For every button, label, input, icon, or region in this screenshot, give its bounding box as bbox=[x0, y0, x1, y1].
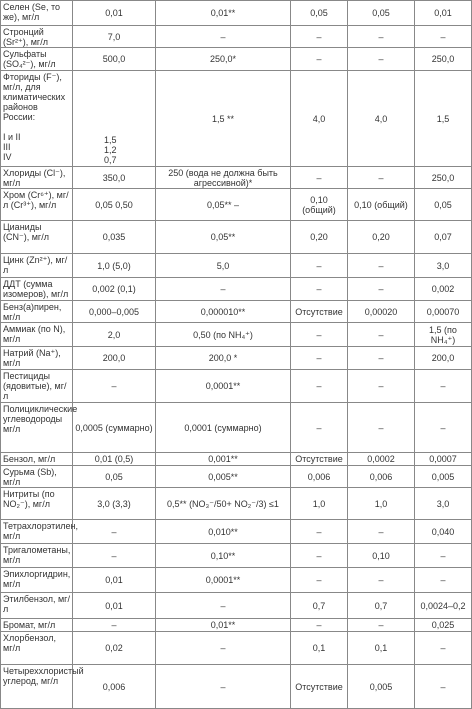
table-row bbox=[1, 26, 472, 48]
table-row bbox=[1, 48, 472, 71]
row-name: Пестициды (ядовитые), мг/л bbox=[1, 370, 73, 403]
cell-value: 0,040 bbox=[415, 520, 472, 544]
table-body bbox=[1, 1, 472, 709]
cell-value: 1,0 (5,0) bbox=[73, 254, 156, 278]
cell-value: 0,05 bbox=[291, 1, 348, 26]
row-name: Полициклические углеводороды мг/л bbox=[1, 403, 73, 453]
cell-value: – bbox=[415, 568, 472, 593]
cell-value: – bbox=[348, 370, 415, 403]
cell-value: 4,0 bbox=[291, 71, 348, 167]
cell-value: 250,0 bbox=[415, 167, 472, 189]
table-row bbox=[1, 221, 472, 254]
cell-value: 0,05** bbox=[156, 221, 291, 254]
cell-value: 0,7 bbox=[348, 593, 415, 619]
row-name: Бенз(а)пирен, мг/л bbox=[1, 301, 73, 323]
cell-value: – bbox=[73, 370, 156, 403]
cell-value: 0,10** bbox=[156, 544, 291, 568]
table-row bbox=[1, 347, 472, 370]
cell-value: – bbox=[291, 403, 348, 453]
row-name: Натрий (Na⁺), мг/л bbox=[1, 347, 73, 370]
cell-value: 0,006 bbox=[291, 466, 348, 488]
cell-value: 0,01 bbox=[415, 1, 472, 26]
cell-value: – bbox=[73, 619, 156, 632]
cell-value: – bbox=[348, 48, 415, 71]
cell-value: 3,0 (3,3) bbox=[73, 488, 156, 520]
cell-value: – bbox=[156, 26, 291, 48]
cell-value: 1,5 (по NH₄⁺) bbox=[415, 323, 472, 347]
cell-value: 0,000010** bbox=[156, 301, 291, 323]
row-name: Хлорбензол, мг/л bbox=[1, 632, 73, 665]
table-row bbox=[1, 323, 472, 347]
cell-value: – bbox=[348, 26, 415, 48]
cell-value: Отсутствие bbox=[291, 301, 348, 323]
row-name: Тригалометаны, мг/л bbox=[1, 544, 73, 568]
fluoride-region-1: I и II bbox=[3, 132, 21, 142]
fluoride-region-3: IV bbox=[3, 152, 12, 162]
cell-value: 1,5 ** bbox=[156, 71, 291, 167]
row-name: ДДТ (сумма изомеров), мг/л bbox=[1, 278, 73, 301]
row-name: Хлориды (Cl⁻), мг/л bbox=[1, 167, 73, 189]
cell-value: 0,035 bbox=[73, 221, 156, 254]
cell-value: – bbox=[415, 632, 472, 665]
table-row bbox=[1, 520, 472, 544]
cell-value: 0,07 bbox=[415, 221, 472, 254]
fluoride-value-3: 0,7 bbox=[104, 155, 117, 165]
cell-value: – bbox=[156, 632, 291, 665]
table-row bbox=[1, 593, 472, 619]
cell-value: 2,0 bbox=[73, 323, 156, 347]
cell-value: 0,5** (NO₃⁻/50+ NO₂⁻/3) ≤1 bbox=[156, 488, 291, 520]
cell-value: 0,05** – bbox=[156, 189, 291, 221]
row-name: Четыреххлористый углерод, мг/л bbox=[1, 665, 73, 709]
cell-value: – bbox=[348, 278, 415, 301]
row-name: Селен (Se, то же), мг/л bbox=[1, 1, 73, 26]
cell-value: 0,05 0,50 bbox=[73, 189, 156, 221]
cell-value: – bbox=[291, 48, 348, 71]
cell-value: – bbox=[348, 520, 415, 544]
table-row-fluorides bbox=[1, 71, 472, 167]
cell-value: 0,0001** bbox=[156, 568, 291, 593]
cell-value: – bbox=[73, 520, 156, 544]
table-row bbox=[1, 544, 472, 568]
table-row bbox=[1, 488, 472, 520]
cell-value: – bbox=[348, 323, 415, 347]
table-row bbox=[1, 453, 472, 466]
cell-value: 0,50 (по NH₄⁺) bbox=[156, 323, 291, 347]
cell-value: 0,0001 (суммарно) bbox=[156, 403, 291, 453]
cell-value: – bbox=[348, 568, 415, 593]
cell-value: 250,0* bbox=[156, 48, 291, 71]
cell-value: 0,006 bbox=[73, 665, 156, 709]
cell-value: 7,0 bbox=[73, 26, 156, 48]
cell-value: – bbox=[348, 347, 415, 370]
cell-value: 1,5 bbox=[415, 71, 472, 167]
row-name: Тетрахлорэтилен, мг/л bbox=[1, 520, 73, 544]
cell-value: – bbox=[348, 254, 415, 278]
row-name: Бензол, мг/л bbox=[1, 453, 73, 466]
cell-value: 0,05 bbox=[348, 1, 415, 26]
cell-value: 0,005** bbox=[156, 466, 291, 488]
cell-value: 0,0001** bbox=[156, 370, 291, 403]
cell-value: 0,00020 bbox=[348, 301, 415, 323]
row-name: Бромат, мг/л bbox=[1, 619, 73, 632]
table-row bbox=[1, 619, 472, 632]
row-name: Сурьма (Sb), мг/л bbox=[1, 466, 73, 488]
cell-value: – bbox=[415, 26, 472, 48]
cell-value: 0,002 bbox=[415, 278, 472, 301]
cell-value: 0,05 bbox=[73, 466, 156, 488]
cell-value: – bbox=[348, 403, 415, 453]
cell-value: – bbox=[73, 544, 156, 568]
cell-value: 0,0007 bbox=[415, 453, 472, 466]
row-name: Хром (Cr⁶⁺), мг/л (Cr³⁺), мг/л bbox=[1, 189, 73, 221]
cell-value: – bbox=[415, 370, 472, 403]
row-name: Этилбензол, мг/л bbox=[1, 593, 73, 619]
table-row bbox=[1, 167, 472, 189]
cell-value: 3,0 bbox=[415, 254, 472, 278]
cell-value: – bbox=[291, 619, 348, 632]
cell-value: – bbox=[291, 254, 348, 278]
cell-value: 0,20 bbox=[291, 221, 348, 254]
cell-value: 0,1 bbox=[348, 632, 415, 665]
row-name: Цинк (Zn²⁺), мг/л bbox=[1, 254, 73, 278]
fluoride-region-2: III bbox=[3, 142, 11, 152]
cell-value: 0,01 (0,5) bbox=[73, 453, 156, 466]
fluoride-title: Фториды (F⁻), мг/л, для климатических районов России: bbox=[3, 72, 66, 122]
cell-value: 1,0 bbox=[348, 488, 415, 520]
cell-value: 0,0024–0,2 bbox=[415, 593, 472, 619]
cell-value: – bbox=[348, 167, 415, 189]
row-name: Аммиак (по N), мг/л bbox=[1, 323, 73, 347]
cell-value: – bbox=[415, 403, 472, 453]
table-row bbox=[1, 403, 472, 453]
table-row bbox=[1, 1, 472, 26]
cell-value: 0,0005 (суммарно) bbox=[73, 403, 156, 453]
cell-value: 200,0 bbox=[415, 347, 472, 370]
row-name: Стронций (Sr²⁺), мг/л bbox=[1, 26, 73, 48]
cell-value: 200,0 bbox=[73, 347, 156, 370]
cell-value: 0,20 bbox=[348, 221, 415, 254]
cell-value: 250 (вода не должна быть агрессивной)* bbox=[156, 167, 291, 189]
row-name: Эпихлоргидрин, мг/л bbox=[1, 568, 73, 593]
cell-value: – bbox=[291, 544, 348, 568]
cell-value: 0,05 bbox=[415, 189, 472, 221]
table-row bbox=[1, 632, 472, 665]
cell-value: 5,0 bbox=[156, 254, 291, 278]
cell-value: 0,01** bbox=[156, 1, 291, 26]
cell-value: 350,0 bbox=[73, 167, 156, 189]
cell-value: Отсутствие bbox=[291, 665, 348, 709]
cell-value: 0,002 (0,1) bbox=[73, 278, 156, 301]
fluoride-value-2: 1,2 bbox=[104, 145, 117, 155]
cell-value: 0,10 bbox=[348, 544, 415, 568]
cell-value: 200,0 * bbox=[156, 347, 291, 370]
table-row bbox=[1, 665, 472, 709]
cell-value: 0,02 bbox=[73, 632, 156, 665]
fluoride-values-cell bbox=[73, 71, 156, 167]
fluoride-value-1: 1,5 bbox=[104, 135, 117, 145]
table-row bbox=[1, 301, 472, 323]
cell-value: 0,025 bbox=[415, 619, 472, 632]
cell-value: – bbox=[415, 665, 472, 709]
cell-value: – bbox=[291, 568, 348, 593]
cell-value: – bbox=[415, 544, 472, 568]
cell-value: 0,0002 bbox=[348, 453, 415, 466]
cell-value: 500,0 bbox=[73, 48, 156, 71]
cell-value: 0,010** bbox=[156, 520, 291, 544]
cell-value: 4,0 bbox=[348, 71, 415, 167]
table-row bbox=[1, 370, 472, 403]
cell-value: 0,01 bbox=[73, 593, 156, 619]
cell-value: 0,1 bbox=[291, 632, 348, 665]
cell-value: – bbox=[156, 665, 291, 709]
table-row bbox=[1, 189, 472, 221]
cell-value: – bbox=[291, 26, 348, 48]
table-row bbox=[1, 278, 472, 301]
row-name: Нитриты (по NO₂⁻), мг/л bbox=[1, 488, 73, 520]
cell-value: 250,0 bbox=[415, 48, 472, 71]
cell-value: – bbox=[156, 593, 291, 619]
cell-value: 0,000–0,005 bbox=[73, 301, 156, 323]
cell-value: – bbox=[156, 278, 291, 301]
row-name: Цианиды (CN⁻), мг/л bbox=[1, 221, 73, 254]
table-row bbox=[1, 466, 472, 488]
cell-value: 0,10 (общий) bbox=[348, 189, 415, 221]
cell-value: 3,0 bbox=[415, 488, 472, 520]
cell-value: 1,0 bbox=[291, 488, 348, 520]
cell-value: – bbox=[291, 167, 348, 189]
row-name: Сульфаты (SO₄²⁻), мг/л bbox=[1, 48, 73, 71]
cell-value: – bbox=[291, 520, 348, 544]
table-row bbox=[1, 568, 472, 593]
cell-value: – bbox=[291, 323, 348, 347]
table-row bbox=[1, 254, 472, 278]
cell-value: 0,01** bbox=[156, 619, 291, 632]
cell-value: – bbox=[348, 619, 415, 632]
cell-value: 0,01 bbox=[73, 568, 156, 593]
row-name bbox=[1, 71, 73, 167]
cell-value: 0,01 bbox=[73, 1, 156, 26]
cell-value: 0,00070 bbox=[415, 301, 472, 323]
cell-value: 0,10 (общий) bbox=[291, 189, 348, 221]
cell-value: – bbox=[291, 278, 348, 301]
cell-value: 0,005 bbox=[415, 466, 472, 488]
cell-value: – bbox=[291, 347, 348, 370]
cell-value: 0,7 bbox=[291, 593, 348, 619]
cell-value: 0,005 bbox=[348, 665, 415, 709]
cell-value: 0,006 bbox=[348, 466, 415, 488]
cell-value: – bbox=[291, 370, 348, 403]
cell-value: Отсутствие bbox=[291, 453, 348, 466]
cell-value: 0,001** bbox=[156, 453, 291, 466]
